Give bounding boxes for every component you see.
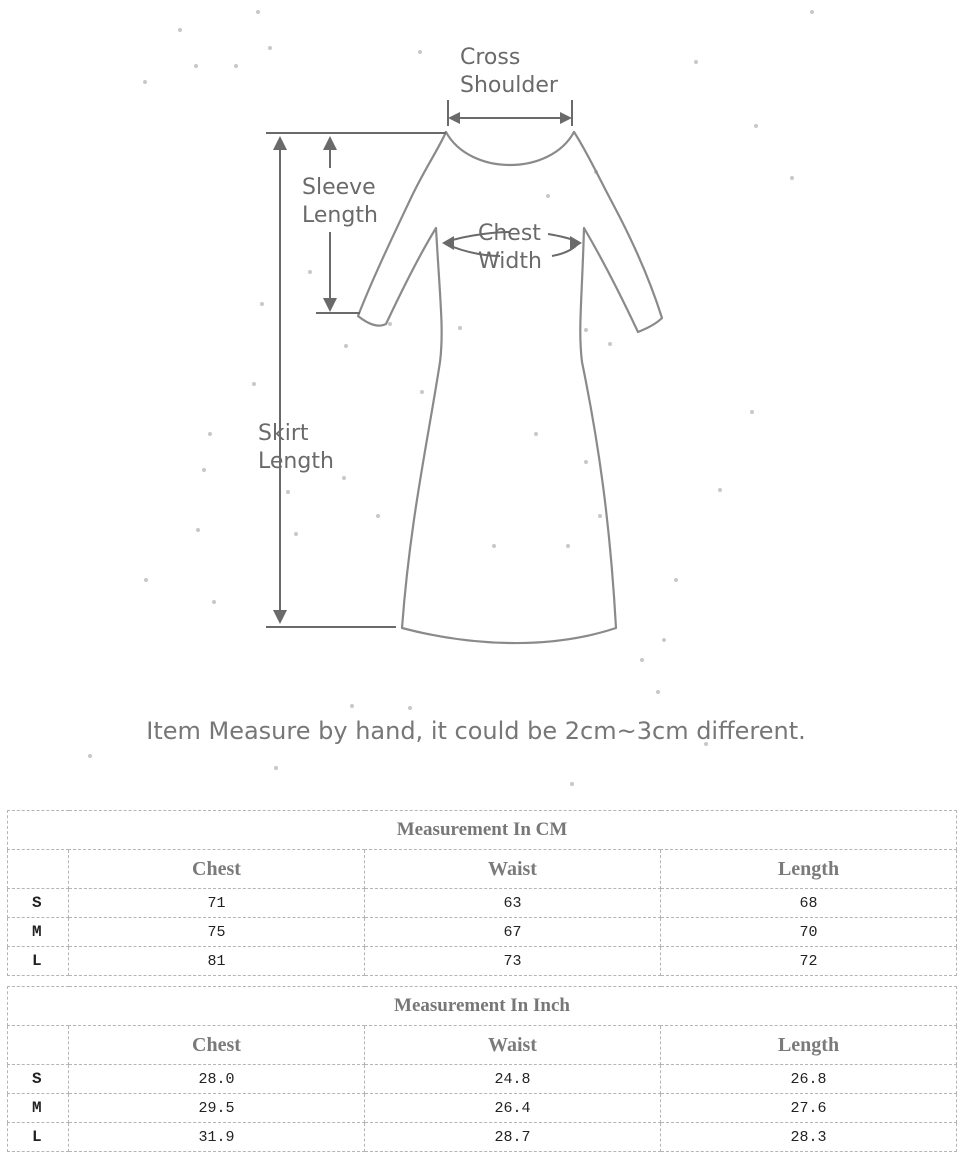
- header-chest: Chest: [69, 850, 365, 889]
- measurement-table-cm: [7, 810, 957, 976]
- table-row: [8, 1094, 957, 1123]
- table-title-cm: Measurement In CM: [8, 811, 957, 850]
- size-cell: L: [8, 1123, 69, 1152]
- header-size: [8, 850, 69, 889]
- header-waist: Waist: [365, 850, 661, 889]
- header-waist: Waist: [365, 1026, 661, 1065]
- size-cell: M: [8, 1094, 69, 1123]
- size-cell: S: [8, 1065, 69, 1094]
- size-cell: S: [8, 889, 69, 918]
- header-size: [8, 1026, 69, 1065]
- cross-shoulder-arrow: [448, 100, 572, 126]
- length-cell: 72: [661, 947, 957, 976]
- chest-cell: 29.5: [69, 1094, 365, 1123]
- header-length: Length: [661, 1026, 957, 1065]
- sleeve-length-label-line2: Length: [302, 203, 378, 228]
- table-row: [8, 889, 957, 918]
- dress-body-left-sleeve: [358, 132, 662, 643]
- length-cell: 26.8: [661, 1065, 957, 1094]
- dress-outline: [358, 132, 662, 643]
- length-cell: 70: [661, 918, 957, 947]
- chest-width-label-line2: Width: [478, 249, 542, 274]
- table-row: [8, 1123, 957, 1152]
- size-cell: L: [8, 947, 69, 976]
- cross-shoulder-label-line2: Shoulder: [460, 73, 558, 98]
- chest-cell: 75: [69, 918, 365, 947]
- chest-cell: 71: [69, 889, 365, 918]
- waist-cell: 73: [365, 947, 661, 976]
- background-speckles: [88, 10, 814, 786]
- table-row: [8, 947, 957, 976]
- length-cell: 27.6: [661, 1094, 957, 1123]
- cross-shoulder-label-line1: Cross: [460, 45, 521, 70]
- header-length: Length: [661, 850, 957, 889]
- sleeve-length-label-line1: Sleeve: [302, 175, 376, 200]
- skirt-length-label-line2: Length: [258, 449, 334, 474]
- chest-width-label-line1: Chest: [478, 221, 541, 246]
- header-chest: Chest: [69, 1026, 365, 1065]
- table-row: [8, 918, 957, 947]
- skirt-length-label-line1: Skirt: [258, 421, 309, 446]
- measure-note: Item Measure by hand, it could be 2cm~3cm different.: [146, 717, 806, 745]
- waist-cell: 28.7: [365, 1123, 661, 1152]
- waist-cell: 63: [365, 889, 661, 918]
- chest-cell: 31.9: [69, 1123, 365, 1152]
- waist-cell: 26.4: [365, 1094, 661, 1123]
- measurement-table-inch: [7, 986, 957, 1152]
- size-cell: M: [8, 918, 69, 947]
- waist-cell: 67: [365, 918, 661, 947]
- table-row: [8, 1065, 957, 1094]
- waist-cell: 24.8: [365, 1065, 661, 1094]
- table-title-inch: Measurement In Inch: [8, 987, 957, 1026]
- length-cell: 28.3: [661, 1123, 957, 1152]
- chest-cell: 81: [69, 947, 365, 976]
- length-cell: 68: [661, 889, 957, 918]
- dress-neckline: [446, 132, 574, 165]
- chest-cell: 28.0: [69, 1065, 365, 1094]
